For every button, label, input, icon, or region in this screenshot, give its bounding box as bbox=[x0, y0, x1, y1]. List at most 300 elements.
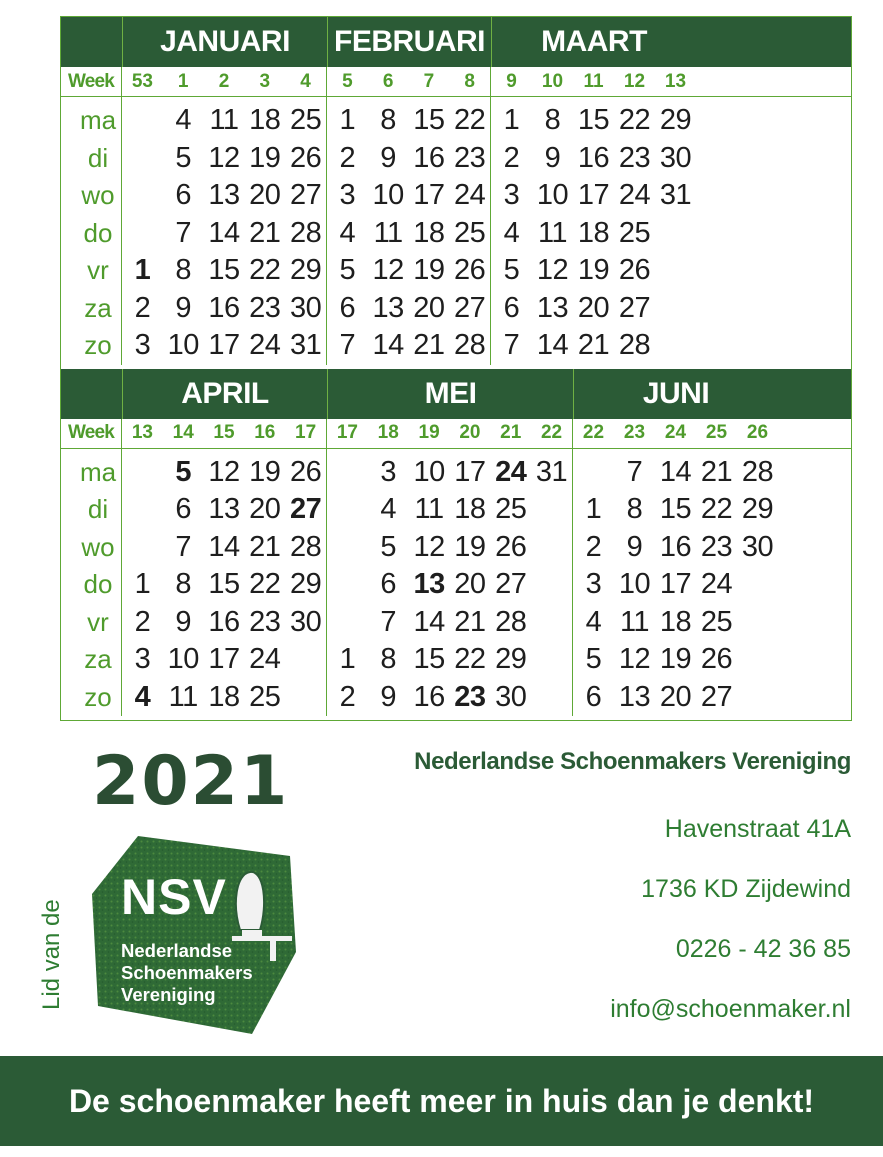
date-cell: 4 bbox=[585, 605, 602, 638]
date-cell bbox=[737, 566, 778, 604]
date-cell: 2 bbox=[339, 141, 356, 174]
date-cell: 7 bbox=[175, 530, 192, 563]
date-cell bbox=[531, 491, 572, 529]
date-cell: 6 bbox=[175, 179, 192, 211]
day-row bbox=[122, 641, 326, 679]
email-address[interactable]: info@schoenmaker.nl bbox=[610, 995, 851, 1023]
date-cell: 16 bbox=[659, 530, 692, 563]
date-cell: 7 bbox=[626, 455, 643, 488]
date-cell: 9 bbox=[175, 605, 192, 638]
date-cell: 7 bbox=[339, 329, 356, 361]
week-group bbox=[491, 67, 696, 96]
day-row bbox=[491, 177, 696, 215]
date-cell: 26 bbox=[289, 455, 322, 488]
date-cell: 24 bbox=[453, 179, 486, 211]
date-cell: 27 bbox=[453, 291, 486, 324]
month-name: JANUARI bbox=[122, 17, 327, 67]
day-row bbox=[491, 140, 696, 178]
date-cell: 23 bbox=[618, 141, 651, 174]
day-row bbox=[327, 454, 572, 492]
date-cell: 21 bbox=[413, 329, 445, 361]
date-cell: 24 bbox=[495, 455, 527, 488]
day-row bbox=[327, 290, 490, 328]
day-name: di bbox=[87, 494, 109, 524]
day-row bbox=[327, 252, 490, 290]
postal-city: 1736 KD Zijdewind bbox=[641, 875, 851, 903]
date-cell: 23 bbox=[249, 291, 281, 324]
date-cell: 23 bbox=[700, 530, 733, 563]
date-cell bbox=[122, 491, 163, 529]
date-cell bbox=[655, 327, 696, 365]
date-cell: 28 bbox=[289, 530, 322, 563]
week-number: 9 bbox=[506, 70, 517, 92]
day-row bbox=[573, 491, 778, 529]
date-cell: 25 bbox=[289, 104, 322, 136]
organization-name: Nederlandse Schoenmakers Vereniging bbox=[414, 748, 851, 775]
date-cell: 18 bbox=[249, 104, 281, 136]
week-number: 2 bbox=[218, 70, 230, 92]
date-cell: 17 bbox=[659, 568, 692, 600]
date-cell bbox=[327, 454, 368, 492]
week-number: 11 bbox=[583, 70, 604, 92]
date-cell: 4 bbox=[503, 216, 520, 249]
date-cell: 21 bbox=[249, 530, 281, 563]
date-cell: 7 bbox=[175, 216, 192, 249]
date-cell: 18 bbox=[208, 680, 240, 713]
week-number: 22 bbox=[540, 422, 563, 443]
week-number: 10 bbox=[541, 70, 564, 92]
date-cell: 12 bbox=[208, 455, 240, 488]
date-cell: 21 bbox=[577, 329, 610, 361]
date-cell: 10 bbox=[167, 329, 199, 361]
date-cell: 2 bbox=[134, 605, 151, 638]
date-cell: 15 bbox=[413, 104, 445, 136]
date-cell: 13 bbox=[208, 179, 240, 211]
date-cell: 27 bbox=[618, 291, 651, 324]
date-cell: 14 bbox=[208, 216, 240, 249]
date-cell: 28 bbox=[495, 605, 527, 638]
day-row bbox=[573, 604, 778, 642]
date-cell: 19 bbox=[413, 254, 445, 286]
date-cell: 24 bbox=[249, 329, 281, 361]
date-cell: 10 bbox=[372, 179, 404, 211]
date-cell: 16 bbox=[208, 291, 240, 324]
day-row bbox=[122, 454, 326, 492]
day-row bbox=[122, 327, 326, 365]
month-days bbox=[122, 449, 327, 717]
day-row bbox=[327, 102, 490, 140]
date-cell: 2 bbox=[585, 530, 602, 563]
date-cell bbox=[122, 177, 163, 215]
day-row bbox=[491, 290, 696, 328]
week-number: 17 bbox=[336, 422, 358, 443]
day-name: za bbox=[84, 292, 112, 323]
date-cell: 26 bbox=[495, 530, 527, 563]
date-cell: 13 bbox=[618, 680, 651, 713]
date-cell: 28 bbox=[741, 455, 774, 488]
date-cell: 18 bbox=[413, 216, 445, 249]
date-cell: 14 bbox=[208, 530, 240, 563]
calendar-grid bbox=[60, 16, 852, 721]
week-number: 15 bbox=[213, 422, 235, 443]
day-row bbox=[122, 529, 326, 567]
contact-block bbox=[414, 742, 851, 1094]
month-days bbox=[327, 449, 573, 717]
date-cell: 7 bbox=[380, 605, 397, 638]
date-cell: 6 bbox=[585, 680, 602, 713]
date-cell: 29 bbox=[659, 104, 692, 136]
date-cell: 16 bbox=[413, 680, 445, 713]
slogan-text: De schoenmaker heeft meer in huis dan je denkt! bbox=[68, 1082, 815, 1119]
date-cell bbox=[122, 454, 163, 492]
date-cell: 13 bbox=[413, 568, 445, 600]
date-cell: 2 bbox=[134, 291, 151, 324]
date-cell: 3 bbox=[585, 568, 602, 600]
date-cell bbox=[122, 140, 163, 178]
date-cell: 11 bbox=[414, 493, 444, 525]
week-number: 13 bbox=[664, 70, 687, 92]
day-name: ma bbox=[79, 105, 117, 135]
week-number: 53 bbox=[131, 70, 153, 92]
week-group bbox=[122, 67, 327, 96]
date-cell: 8 bbox=[175, 568, 192, 600]
day-row bbox=[122, 290, 326, 328]
date-cell: 18 bbox=[454, 493, 486, 525]
lid-van-de-label: Lid van de bbox=[38, 899, 65, 1010]
calendar-half bbox=[61, 17, 851, 369]
date-cell: 5 bbox=[585, 643, 602, 675]
day-row bbox=[573, 529, 778, 567]
phone-number: 0226 - 42 36 85 bbox=[675, 935, 851, 963]
day-name: zo bbox=[84, 681, 112, 712]
week-number: 6 bbox=[382, 70, 394, 92]
day-row bbox=[122, 566, 326, 604]
date-cell: 17 bbox=[454, 455, 486, 488]
date-cell: 24 bbox=[700, 568, 733, 600]
date-cell: 13 bbox=[536, 291, 569, 324]
day-row bbox=[122, 491, 326, 529]
date-cell: 25 bbox=[700, 605, 733, 638]
date-cell: 27 bbox=[700, 680, 733, 713]
date-cell: 1 bbox=[339, 643, 356, 675]
date-cell: 1 bbox=[134, 568, 151, 600]
date-cell: 20 bbox=[249, 179, 281, 211]
date-cell: 30 bbox=[289, 291, 322, 324]
date-cell: 14 bbox=[372, 329, 404, 361]
date-cell: 5 bbox=[380, 530, 397, 563]
date-cell: 16 bbox=[413, 141, 445, 174]
date-cell: 12 bbox=[413, 530, 445, 563]
logo-line-2: Schoenmakers bbox=[121, 962, 253, 983]
logo-line-1: Nederlandse bbox=[121, 940, 233, 961]
week-number: 4 bbox=[300, 70, 311, 92]
date-cell: 31 bbox=[535, 455, 568, 488]
date-cell: 19 bbox=[249, 141, 281, 174]
day-row bbox=[122, 140, 326, 178]
date-cell: 25 bbox=[453, 216, 486, 249]
date-cell: 29 bbox=[289, 254, 322, 286]
date-cell: 20 bbox=[577, 291, 610, 324]
date-cell: 27 bbox=[289, 179, 322, 211]
week-number: 22 bbox=[582, 422, 605, 443]
day-row bbox=[573, 679, 778, 717]
date-cell: 30 bbox=[289, 605, 322, 638]
date-cell bbox=[531, 679, 572, 717]
day-name: vr bbox=[87, 606, 109, 637]
date-cell: 2 bbox=[503, 141, 520, 174]
date-cell bbox=[655, 215, 696, 253]
date-cell: 17 bbox=[208, 643, 240, 675]
date-cell: 3 bbox=[134, 643, 151, 675]
date-cell: 27 bbox=[495, 568, 527, 600]
year-title: 2021 bbox=[92, 742, 290, 821]
month-days bbox=[327, 97, 491, 365]
week-number: 19 bbox=[418, 422, 440, 443]
date-cell: 8 bbox=[380, 104, 396, 136]
nsv-logo bbox=[92, 834, 296, 1038]
day-row bbox=[327, 215, 490, 253]
date-cell: 24 bbox=[618, 179, 651, 211]
date-cell: 22 bbox=[700, 493, 733, 525]
day-name: do bbox=[83, 569, 113, 599]
date-cell: 28 bbox=[453, 329, 486, 361]
day-row bbox=[122, 604, 326, 642]
week-number: 13 bbox=[131, 422, 153, 443]
date-cell: 27 bbox=[289, 493, 322, 525]
date-cell: 31 bbox=[289, 329, 322, 361]
month-header-row bbox=[61, 369, 851, 419]
date-cell: 30 bbox=[741, 530, 774, 563]
day-row bbox=[573, 641, 778, 679]
week-group bbox=[327, 67, 491, 96]
date-cell: 3 bbox=[339, 179, 356, 211]
date-cell: 20 bbox=[659, 680, 692, 713]
date-cell: 11 bbox=[537, 216, 568, 249]
week-number: 14 bbox=[172, 422, 194, 443]
date-cell: 6 bbox=[175, 493, 192, 525]
week-number: 16 bbox=[254, 422, 276, 443]
date-cell: 11 bbox=[619, 605, 650, 638]
date-cell bbox=[573, 454, 614, 492]
date-cell bbox=[655, 252, 696, 290]
date-cell: 31 bbox=[659, 179, 692, 211]
street-address: Havenstraat 41A bbox=[664, 815, 851, 843]
date-cell: 5 bbox=[339, 254, 356, 286]
date-cell bbox=[531, 604, 572, 642]
week-group bbox=[327, 419, 573, 448]
date-cell: 1 bbox=[339, 104, 356, 136]
date-cell bbox=[531, 566, 572, 604]
day-name: di bbox=[87, 142, 109, 173]
date-cell: 22 bbox=[249, 568, 281, 600]
date-cell: 22 bbox=[249, 254, 281, 286]
day-row bbox=[327, 140, 490, 178]
date-cell: 26 bbox=[700, 643, 733, 675]
month-name: MEI bbox=[327, 369, 573, 419]
week-group bbox=[122, 419, 327, 448]
date-cell bbox=[531, 529, 572, 567]
date-cell: 4 bbox=[380, 493, 397, 525]
date-cell: 20 bbox=[413, 291, 445, 324]
day-name: do bbox=[83, 217, 113, 248]
date-cell: 4 bbox=[175, 104, 192, 136]
date-cell: 28 bbox=[618, 329, 651, 361]
month-name: JUNI bbox=[573, 369, 778, 419]
logo-line-3: Vereniging bbox=[121, 984, 216, 1005]
date-cell: 10 bbox=[167, 643, 199, 675]
date-cell: 4 bbox=[134, 680, 151, 713]
date-cell: 10 bbox=[413, 455, 445, 488]
date-cell bbox=[122, 529, 163, 567]
date-cell: 15 bbox=[413, 643, 445, 675]
week-label: Week bbox=[61, 67, 122, 96]
month-name: APRIL bbox=[122, 369, 327, 419]
date-cell: 19 bbox=[659, 643, 692, 675]
date-cell: 4 bbox=[339, 216, 356, 249]
date-cell: 12 bbox=[208, 141, 240, 174]
week-number: 17 bbox=[295, 422, 317, 443]
date-cell: 24 bbox=[249, 643, 281, 675]
week-number-row bbox=[61, 419, 851, 449]
date-cell: 8 bbox=[380, 643, 397, 675]
date-cell: 23 bbox=[453, 141, 486, 174]
date-cell: 9 bbox=[626, 530, 643, 563]
day-names-column bbox=[61, 449, 122, 717]
date-cell: 10 bbox=[536, 179, 569, 211]
date-cell: 28 bbox=[289, 216, 322, 249]
date-cell: 12 bbox=[372, 254, 404, 286]
date-cell: 18 bbox=[577, 216, 610, 249]
date-cell: 9 bbox=[380, 141, 396, 174]
week-number: 3 bbox=[259, 70, 271, 92]
logo-name bbox=[121, 940, 253, 1006]
date-cell: 1 bbox=[585, 493, 602, 525]
week-number: 8 bbox=[464, 70, 475, 92]
week-number: 25 bbox=[705, 422, 728, 443]
day-row bbox=[491, 327, 696, 365]
date-cell: 5 bbox=[175, 455, 192, 488]
date-cell: 14 bbox=[413, 605, 445, 638]
date-cell: 29 bbox=[741, 493, 774, 525]
date-cell bbox=[655, 290, 696, 328]
day-row bbox=[122, 215, 326, 253]
week-label: Week bbox=[61, 419, 122, 448]
week-group bbox=[573, 419, 778, 448]
day-name: wo bbox=[81, 531, 115, 562]
day-name: vr bbox=[87, 255, 109, 285]
day-row bbox=[122, 252, 326, 290]
week-number: 26 bbox=[746, 422, 769, 443]
date-cell bbox=[737, 679, 778, 717]
date-cell: 20 bbox=[454, 568, 486, 600]
day-row bbox=[122, 679, 326, 717]
date-cell: 30 bbox=[495, 680, 527, 713]
week-number: 5 bbox=[342, 70, 353, 92]
day-row bbox=[122, 102, 326, 140]
date-cell: 8 bbox=[626, 493, 643, 525]
date-cell bbox=[737, 641, 778, 679]
date-cell bbox=[122, 102, 163, 140]
week-number: 18 bbox=[377, 422, 399, 443]
week-number: 12 bbox=[623, 70, 646, 92]
date-cell bbox=[327, 604, 368, 642]
month-name: FEBRUARI bbox=[327, 17, 491, 67]
date-cell: 9 bbox=[544, 141, 561, 174]
date-cell: 1 bbox=[134, 254, 151, 286]
day-row bbox=[327, 177, 490, 215]
week-number: 23 bbox=[623, 422, 646, 443]
date-cell: 7 bbox=[503, 329, 520, 361]
day-name: za bbox=[84, 644, 112, 674]
day-row bbox=[122, 177, 326, 215]
date-cell: 22 bbox=[453, 104, 486, 136]
date-cell: 9 bbox=[380, 680, 397, 713]
date-cell: 16 bbox=[208, 605, 240, 638]
date-cell: 3 bbox=[380, 455, 397, 488]
week-number: 7 bbox=[423, 70, 435, 92]
date-cell: 6 bbox=[339, 291, 356, 324]
week-number: 24 bbox=[664, 422, 687, 443]
date-cell: 14 bbox=[536, 329, 569, 361]
date-cell: 8 bbox=[544, 104, 561, 136]
date-cell: 19 bbox=[577, 254, 610, 286]
day-row bbox=[327, 566, 572, 604]
month-days bbox=[122, 97, 327, 365]
date-cell bbox=[737, 604, 778, 642]
date-cell bbox=[285, 679, 326, 717]
day-names-column bbox=[61, 97, 122, 365]
date-cell: 19 bbox=[249, 455, 281, 488]
date-cell bbox=[327, 529, 368, 567]
day-row bbox=[327, 529, 572, 567]
date-cell: 8 bbox=[175, 254, 192, 286]
week-number: 20 bbox=[459, 422, 481, 443]
date-cell: 11 bbox=[209, 104, 239, 136]
date-cell bbox=[531, 641, 572, 679]
date-cell: 3 bbox=[503, 179, 520, 211]
date-cell: 26 bbox=[453, 254, 486, 286]
date-cell: 15 bbox=[208, 568, 240, 600]
date-cell: 15 bbox=[577, 104, 610, 136]
date-cell: 13 bbox=[208, 493, 240, 525]
date-cell: 17 bbox=[413, 179, 445, 211]
date-cell: 9 bbox=[175, 291, 192, 324]
date-cell: 15 bbox=[208, 254, 240, 286]
week-number: 21 bbox=[500, 422, 522, 443]
date-cell: 6 bbox=[380, 568, 397, 600]
date-cell: 25 bbox=[495, 493, 527, 525]
day-row bbox=[491, 252, 696, 290]
date-cell: 17 bbox=[208, 329, 240, 361]
month-days bbox=[573, 449, 778, 717]
date-cell: 22 bbox=[618, 104, 651, 136]
day-row bbox=[327, 604, 572, 642]
date-cell: 3 bbox=[134, 329, 151, 361]
date-cell: 10 bbox=[618, 568, 651, 600]
day-name: zo bbox=[84, 330, 112, 360]
date-cell: 15 bbox=[659, 493, 692, 525]
week-number-row bbox=[61, 67, 851, 97]
date-cell: 13 bbox=[372, 291, 404, 324]
date-cell: 30 bbox=[659, 141, 692, 174]
date-cell: 23 bbox=[454, 680, 486, 713]
logo-abbreviation: NSV bbox=[121, 869, 227, 925]
date-cell bbox=[327, 566, 368, 604]
day-row bbox=[327, 641, 572, 679]
week-number: 1 bbox=[177, 70, 189, 92]
date-cell: 1 bbox=[503, 104, 520, 136]
date-cell: 11 bbox=[168, 680, 198, 713]
